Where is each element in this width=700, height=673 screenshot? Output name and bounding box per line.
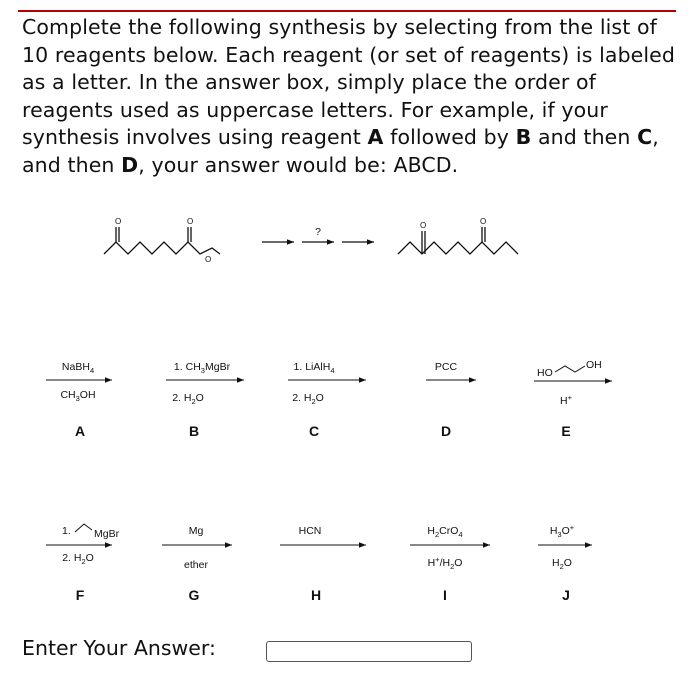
ester-carbonyl-oxygen-label: O xyxy=(187,217,194,226)
reagent-i xyxy=(410,525,490,603)
reagent-f-bottom: 2. $H_2O$ xyxy=(62,552,94,566)
reagent-e-oh: OH xyxy=(586,359,602,371)
question-bold-c: C xyxy=(637,125,653,149)
product-oxygen-label-1: O xyxy=(420,221,427,230)
question-part-2: followed by xyxy=(383,125,516,149)
reagent-h-letter: H xyxy=(310,587,322,603)
reagent-h xyxy=(280,525,366,603)
reagent-j xyxy=(538,523,592,603)
reagent-c-bottom: 2. $H_2O$ xyxy=(292,392,324,406)
reagent-b-top: 1. $CH_3MgBr$ xyxy=(173,361,231,375)
reagent-e xyxy=(534,359,612,439)
reagent-b-letter: B xyxy=(188,423,200,439)
reagent-f-top-num: 1. xyxy=(62,525,71,537)
reagent-d xyxy=(426,361,476,439)
question-bold-d: D xyxy=(121,152,139,177)
reagent-a-top: NaBH$_4$ xyxy=(61,361,95,375)
reagent-b-bottom: 2. $H_2O$ xyxy=(172,392,204,406)
reagent-f-letter: F xyxy=(75,587,85,603)
reagent-g-letter: G xyxy=(188,587,200,603)
reagent-d-top: PCC xyxy=(434,361,458,373)
starting-material-structure xyxy=(104,227,220,254)
ketone-oxygen-label: O xyxy=(115,217,122,226)
reagent-j-letter: J xyxy=(562,587,570,603)
product-structure xyxy=(398,227,518,254)
question-part-1: Complete the following synthesis by selecting from the list of 10 reagents below. Each reagent (or set of reagents) is labeled as a letter. In the answer box, simply place the order of reagents used as uppercase letters. For example, if your synthesis involves using reagent xyxy=(22,15,676,149)
reagent-h-top: HCN xyxy=(298,525,322,537)
reagent-c xyxy=(288,361,366,439)
reagent-g-top: Mg xyxy=(188,525,204,537)
vinyl-group-bonds xyxy=(75,524,92,532)
reagent-a xyxy=(46,361,112,439)
reagent-f-top-name: MgBr xyxy=(94,528,120,540)
question-bold-a: A xyxy=(367,125,384,149)
product-oxygen-label-2: O xyxy=(480,217,487,226)
reagent-f xyxy=(46,524,120,603)
reagent-i-bottom: $H^+/H_2O$ xyxy=(427,555,463,571)
reagent-e-letter: E xyxy=(561,423,571,439)
reagent-d-letter: D xyxy=(440,423,452,439)
reagent-j-top: $H_3O^+$ xyxy=(549,523,575,539)
reagent-e-bottom: H+ xyxy=(560,393,572,407)
reagent-i-top: $H_2CrO_4$ xyxy=(427,525,463,539)
reagent-c-top: 1. LiAlH$_4$ xyxy=(293,361,335,375)
question-bold-b: B xyxy=(515,125,532,149)
reagent-g xyxy=(162,525,232,603)
reagent-a-bottom: $CH_3OH$ xyxy=(60,389,96,403)
ester-oxygen-label: O xyxy=(205,255,212,264)
unknown-reagent-mark: ? xyxy=(315,226,321,238)
reagent-j-bottom: $H_2O$ xyxy=(552,557,572,571)
reagent-e-ho: HO xyxy=(537,367,553,379)
reagent-g-bottom: ether xyxy=(184,559,208,571)
reagent-i-letter: I xyxy=(443,587,447,603)
question-part-3: and then xyxy=(531,125,638,149)
reagent-a-letter: A xyxy=(74,423,86,439)
answer-input[interactable] xyxy=(266,641,472,662)
ethylene-glycol-bonds xyxy=(555,366,585,372)
reagent-b xyxy=(166,361,244,439)
answer-label: Enter Your Answer: xyxy=(22,636,216,660)
reagent-c-letter: C xyxy=(308,423,320,439)
question-part-4: , and then xyxy=(22,125,659,177)
question-part-5: , your answer would be: ABCD. xyxy=(138,152,459,177)
